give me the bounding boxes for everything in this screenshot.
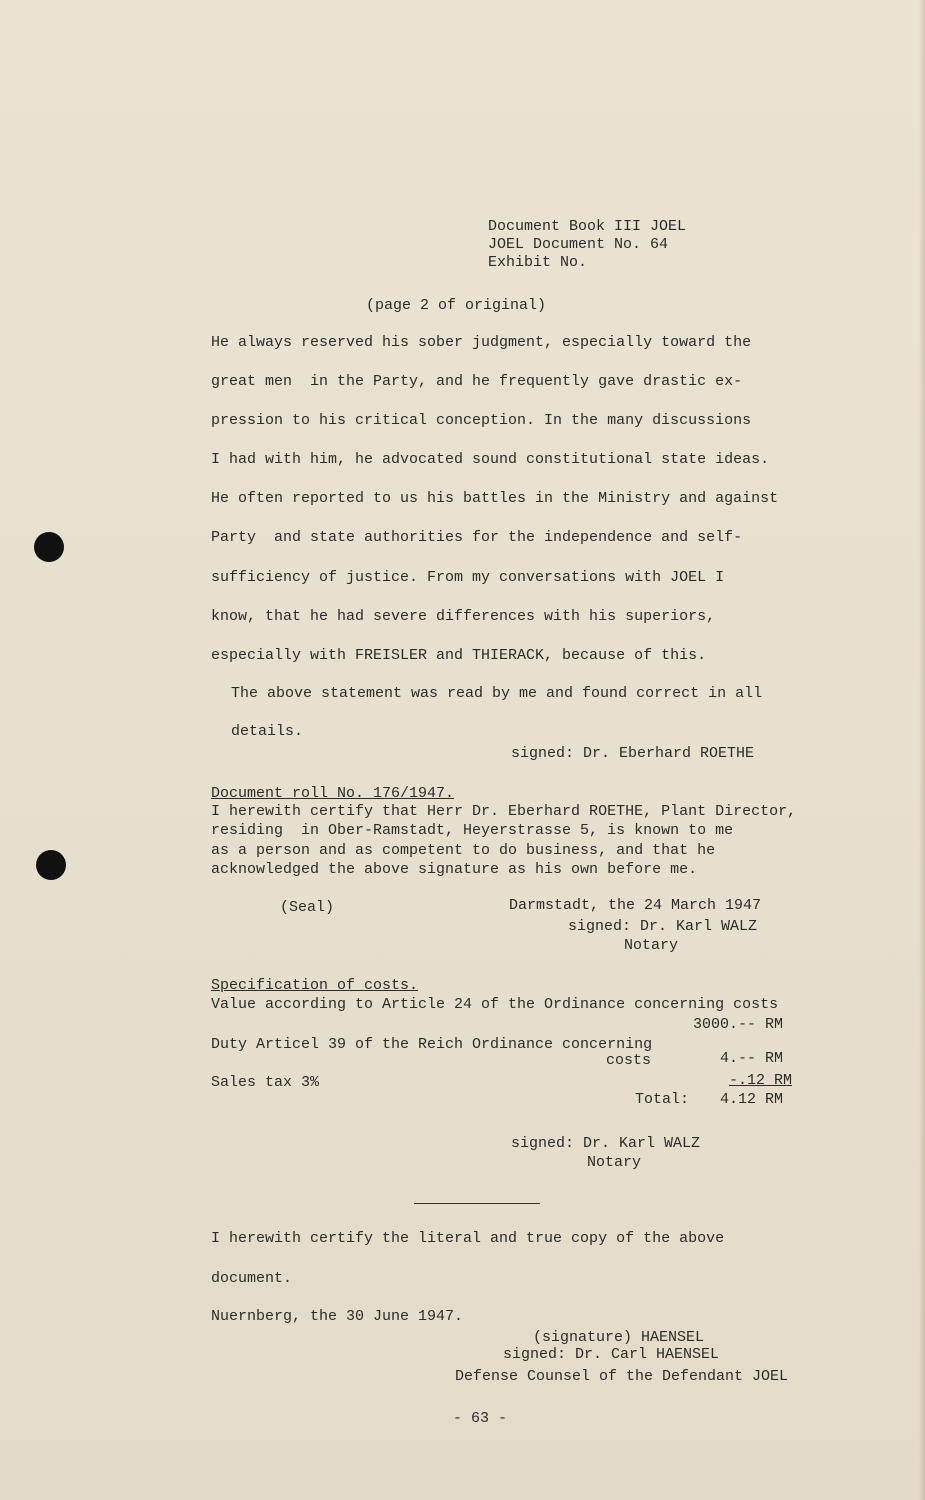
certification-signature-mark: (signature) HAENSEL [533, 1329, 705, 1346]
roll-line-4: acknowledged the above signature as his own before me. [211, 861, 698, 878]
body-line-9: especially with FREISLER and THIERACK, because of this. [211, 647, 707, 664]
document-roll-heading: Document roll No. 176/1947. [211, 785, 455, 802]
separator-rule [414, 1203, 540, 1204]
punch-hole-upper [34, 532, 64, 562]
statement-line-1: The above statement was read by me and found correct in all [231, 685, 763, 702]
costs-value-line: Value according to Article 24 of the Ordinance concerning costs [211, 996, 779, 1013]
notary-title: Notary [624, 937, 679, 954]
body-line-7: sufficiency of justice. From my conversations with JOEL I [211, 569, 725, 586]
body-line-6: Party and state authorities for the independence and self- [211, 529, 743, 546]
header-document-book: Document Book III JOEL [488, 218, 687, 235]
page-of-original-note: (page 2 of original) [366, 297, 547, 314]
costs-signature-title: Notary [587, 1154, 642, 1171]
body-line-4: I had with him, he advocated sound constitutional state ideas. [211, 451, 770, 468]
body-line-1: He always reserved his sober judgment, especially toward the [211, 334, 752, 351]
costs-duty-line-1: Duty Articel 39 of the Reich Ordinance concerning [211, 1036, 653, 1053]
certification-line-2: document. [211, 1270, 293, 1287]
header-document-number: JOEL Document No. 64 [488, 236, 669, 253]
roll-line-3: as a person and as competent to do business, and that he [211, 842, 716, 859]
costs-value-amount: 3000.-- RM [693, 1016, 784, 1033]
roll-line-1: I herewith certify that Herr Dr. Eberhard ROETHE, Plant Director, [211, 803, 797, 820]
certification-place-date: Nuernberg, the 30 June 1947. [211, 1308, 464, 1325]
certification-role: Defense Counsel of the Defendant JOEL [455, 1368, 789, 1385]
roll-line-2: residing in Ober-Ramstadt, Heyerstrasse 5, is known to me [211, 822, 734, 839]
costs-total-amount: 4.12 RM [720, 1091, 784, 1108]
header-exhibit-number: Exhibit No. [488, 254, 588, 271]
seal-label: (Seal) [280, 899, 335, 916]
statement-signature: signed: Dr. Eberhard ROETHE [511, 745, 755, 762]
page-edge-shadow [919, 0, 925, 1500]
costs-duty-line-2: costs [606, 1052, 652, 1069]
punch-hole-lower [36, 850, 66, 880]
body-line-2: great men in the Party, and he frequently gave drastic ex- [211, 373, 743, 390]
costs-sales-tax-label: Sales tax 3% [211, 1074, 320, 1091]
body-line-5: He often reported to us his battles in the Ministry and against [211, 490, 779, 507]
costs-signature: signed: Dr. Karl WALZ [511, 1135, 701, 1152]
body-line-3: pression to his critical conception. In the many discussions [211, 412, 752, 429]
costs-total-label: Total: [635, 1091, 690, 1108]
page-number: - 63 - [453, 1410, 508, 1427]
costs-heading: Specification of costs. [211, 977, 419, 994]
certification-line-1: I herewith certify the literal and true copy of the above [211, 1230, 725, 1247]
costs-sales-tax-amount: -.12 RM [729, 1072, 793, 1089]
statement-line-2: details. [231, 723, 304, 740]
body-line-8: know, that he had severe differences with his superiors, [211, 608, 716, 625]
costs-duty-amount: 4.-- RM [720, 1050, 784, 1067]
notary-signature: signed: Dr. Karl WALZ [568, 918, 758, 935]
certification-signed: signed: Dr. Carl HAENSEL [503, 1346, 720, 1363]
notary-place-date: Darmstadt, the 24 March 1947 [509, 897, 762, 914]
